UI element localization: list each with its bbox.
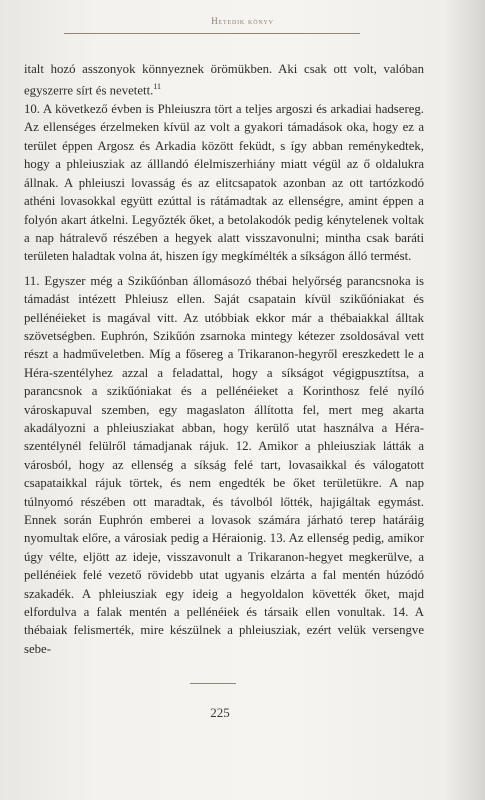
paragraph-continuation <box>24 60 424 100</box>
page-number: 225 <box>210 705 230 720</box>
paragraph-10: 10. A következő évben is Phleiuszra tört a teljes argoszi és arkadiai hadsereg. Az ellenséges érzelmeken kívül az volt a gyakori támadások oka, hogy ez a terület éppen Argosz és Arkadia között feküdt, s így abban reménykedtek, hogy a phleiusziak az álllandó élelmiszerhiány miatt végül az ő oldalukra állnak. A phleiuszi lovasság és az elitcsapatok azonban az ott tartózkodó athéni lovasokkal együtt ezúttal is rátámadtak az ellenségre, amint éppen a folyón akart átkelni. Legyőzték őket, a betolakodók pedig kénytelenek voltak a nap hátralevő részében a hegyek alatt visszavonulni; mintha csak baráti területen haladtak volna át, hiszen így megkímélték a síkságon álló termést. <box>24 102 424 264</box>
paragraph-11: 11. Egyszer még a Szikűónban állomásozó thébai helyőrség parancsnoka is támadást intézett Phleiusz ellen. Saját csapatain kívül szikűóniakat és pellénéieket is magával vitt. Az utóbbiak ekkor már a thébaiakkal álltak szövetségben. Euphrón, Szikűón zsarnoka mintegy kétezer zsoldosával vett részt a hadműveletben. Míg a fősereg a Trikaranon-hegyről ereszkedett le a Héra-szentélyhez azzal a feladattal, hogy a síkságot végigpusztítsa, a parancsnok a szikűóniakat és a pellénéieket a Korinthosz felé nyíló városkapuval szemben, egy magaslaton állította fel, mert meg akarta akadályozni a phleiusziakat abban, hogy kerülő utat használva a Héra-szentélynél felülről támadjanak rájuk. 12. Amikor a phleiusziak látták a városból, hogy az ellenség a síkság felé tart, lovasaikkal és válogatott csapataikkal rájuk törtek, és nem engedték be őket területükre. A nap túlnyomó részében ott maradtak, és távolból lőtték, hajigáltak egymást. Ennek során Euphrón emberei a lovasok számára járható terep határáig nyomultak előre, a városiak pedig a Héraionig. 13. Az ellenség pedig, amikor úgy vélte, eljött az ideje, visszavonult a Trikaranon-hegyet megkerülve, a pellénéiek felé vezető rövidebb utat ugyanis elzárta a fal mentén húzódó szakadék. A phleiusziak egy ideig a hegyoldalon követték őket, majd elfordulva a falak mentén a pellénéiek és társaik ellen vonultak. 14. A thébaiak felismerték, mire készülnek a phleiusziak, ezért velük versengve sebe- <box>24 273 424 656</box>
running-head-rule <box>64 33 360 34</box>
body-text <box>24 60 424 658</box>
running-head: Hetedik könyv <box>211 16 274 26</box>
footnote-mark: 11 <box>153 82 162 92</box>
page-edge-shadow <box>445 0 485 800</box>
page-number-rule <box>190 683 236 684</box>
paragraph-text: italt hozó asszonyok könnyeznek örömükben. Aki csak ott volt, valóban egyszerre sírt és nevetett. <box>24 62 424 98</box>
